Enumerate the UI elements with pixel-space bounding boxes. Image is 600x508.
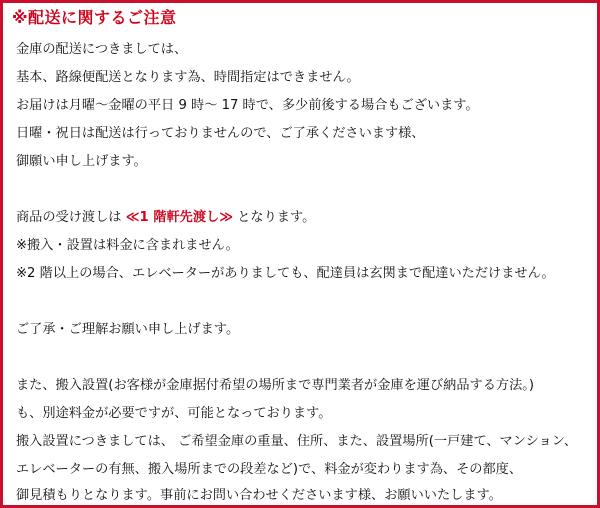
notice-title: ※配送に関するご注意 (12, 8, 177, 27)
delivery-line-3: お届けは月曜～金曜の平日 9 時～ 17 時で、多少前後する場合もございます。 (16, 98, 479, 113)
delivery-line-4: 日曜・祝日は配送は行っておりませんので、ご了承くださいます様、 (16, 126, 425, 141)
installation-note-1: ※搬入・設置は料金に含まれません。 (16, 238, 239, 253)
installation-service-line-3: 搬入設置につきましては、 ご希望金庫の重量、住所、また、設置場所(一戸建て、マンション、 (16, 434, 578, 449)
handover-prefix: 商品の受け渡しは (16, 210, 126, 225)
handover-highlight: ≪1 階軒先渡し≫ (125, 210, 234, 225)
delivery-line-1: 金庫の配送につきましては、 (16, 42, 188, 57)
acknowledgement-line: ご了承・ご理解お願い申し上げます。 (16, 322, 240, 337)
handover-line (16, 210, 315, 226)
delivery-line-2: 基本、路線便配送となります為、時間指定はできません。 (16, 70, 360, 85)
installation-note-2: ※2 階以上の場合、エレベーターがありましても、配達員は玄関まで配達いただけません。 (16, 266, 555, 281)
installation-service-line-2: も、別途料金が必要ですが、可能となっております。 (16, 406, 332, 421)
installation-service-line-5: 御見積もりとなります。事前にお問い合わせくださいます様、お願いいたします。 (16, 488, 502, 503)
installation-service-line-4: エレベーターの有無、搬入場所までの段差など)で、料金が変わります為、その都度、 (16, 462, 523, 477)
handover-suffix: となります。 (233, 210, 316, 225)
installation-service-line-1: また、搬入設置(お客様が金庫据付希望の場所まで専門業者が金庫を運び納品する方法。) (16, 378, 534, 393)
delivery-line-5: 御願い申し上げます。 (16, 154, 147, 169)
